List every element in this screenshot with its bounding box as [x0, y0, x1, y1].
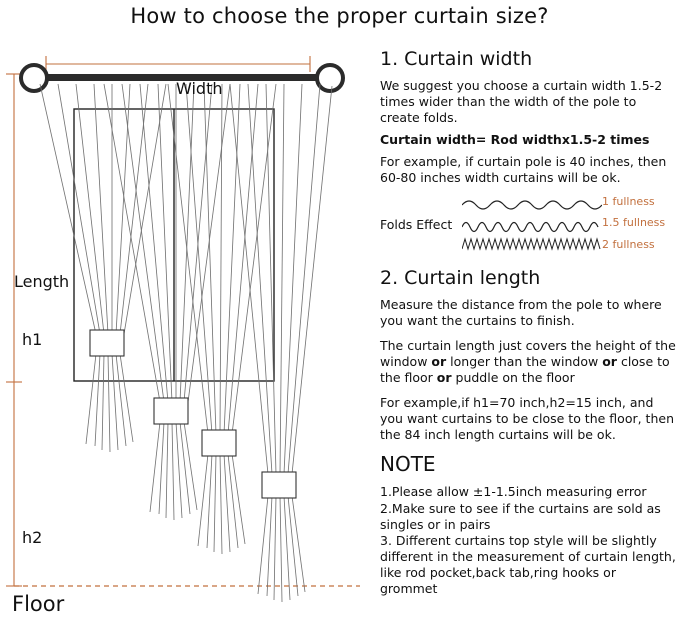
length-p2-or-1: or — [431, 354, 447, 369]
label-width: Width — [176, 79, 223, 98]
length-paragraph-2 — [380, 338, 676, 386]
curtain-illustration — [0, 34, 372, 617]
curtain-panel-1 — [40, 84, 166, 452]
wave-1-5-fullness — [462, 223, 598, 232]
wave-1-fullness — [462, 201, 602, 209]
heading-note: NOTE — [380, 452, 436, 476]
length-p2-c: longer than the window — [446, 354, 603, 369]
curtain-panel-3 — [168, 84, 276, 554]
label-h2: h2 — [22, 528, 43, 547]
length-p2-g: puddle on the floor — [451, 370, 575, 385]
folds-caption-2: 1.5 fullness — [602, 216, 666, 229]
length-paragraph-1: Measure the distance from the pole to where you want the curtains to finish. — [380, 297, 662, 328]
heading-curtain-width: 1. Curtain width — [380, 48, 533, 70]
note-item-2: 2.Make sure to see if the curtains are sold as singles or in pairs — [380, 500, 661, 532]
length-p2-or-2: or — [602, 354, 617, 369]
length-p2-or-3: or — [436, 370, 452, 385]
folds-waveforms — [462, 195, 602, 257]
instructions-column — [380, 48, 676, 597]
heading-curtain-length: 2. Curtain length — [380, 267, 541, 289]
width-paragraph-1: We suggest you choose a curtain width 1.5-2 times wider than the width of the pole to create folds. — [380, 78, 663, 125]
label-floor: Floor — [12, 592, 65, 616]
length-example: For example,if h1=70 inch,h2=15 inch, and you want curtains to be close to the floor, then the 84 inch length curtains will be ok. — [380, 395, 674, 442]
folds-effect-diagram — [380, 195, 676, 259]
folds-effect-label: Folds Effect — [380, 217, 453, 232]
wave-2-fullness — [462, 239, 600, 249]
length-p2-e: close to the floor — [380, 354, 670, 385]
curtain-diagram — [0, 34, 372, 617]
width-example: For example, if curtain pole is 40 inches, then 60-80 inches width curtains will be ok. — [380, 154, 667, 185]
label-h1: h1 — [22, 330, 43, 349]
note-list — [380, 484, 676, 596]
note-item-1: 1.Please allow ±1-1.5inch measuring error — [380, 484, 647, 499]
note-item-3: 3. Different curtains top style will be slightly different in the measurement of curtain length, like rod pocket,back tab,ring hooks or grommet — [380, 533, 676, 596]
curtain-panel-4 — [230, 84, 332, 602]
folds-caption-3: 2 fullness — [602, 238, 655, 251]
folds-caption-1: 1 fullness — [602, 195, 655, 208]
page-title: How to choose the proper curtain size? — [130, 4, 549, 28]
length-p2-a: The curtain length just covers the height of the window — [380, 338, 676, 369]
label-length: Length — [14, 272, 70, 291]
curtain-panels — [40, 84, 332, 602]
width-formula: Curtain width= Rod widthx1.5-2 times — [380, 132, 650, 147]
